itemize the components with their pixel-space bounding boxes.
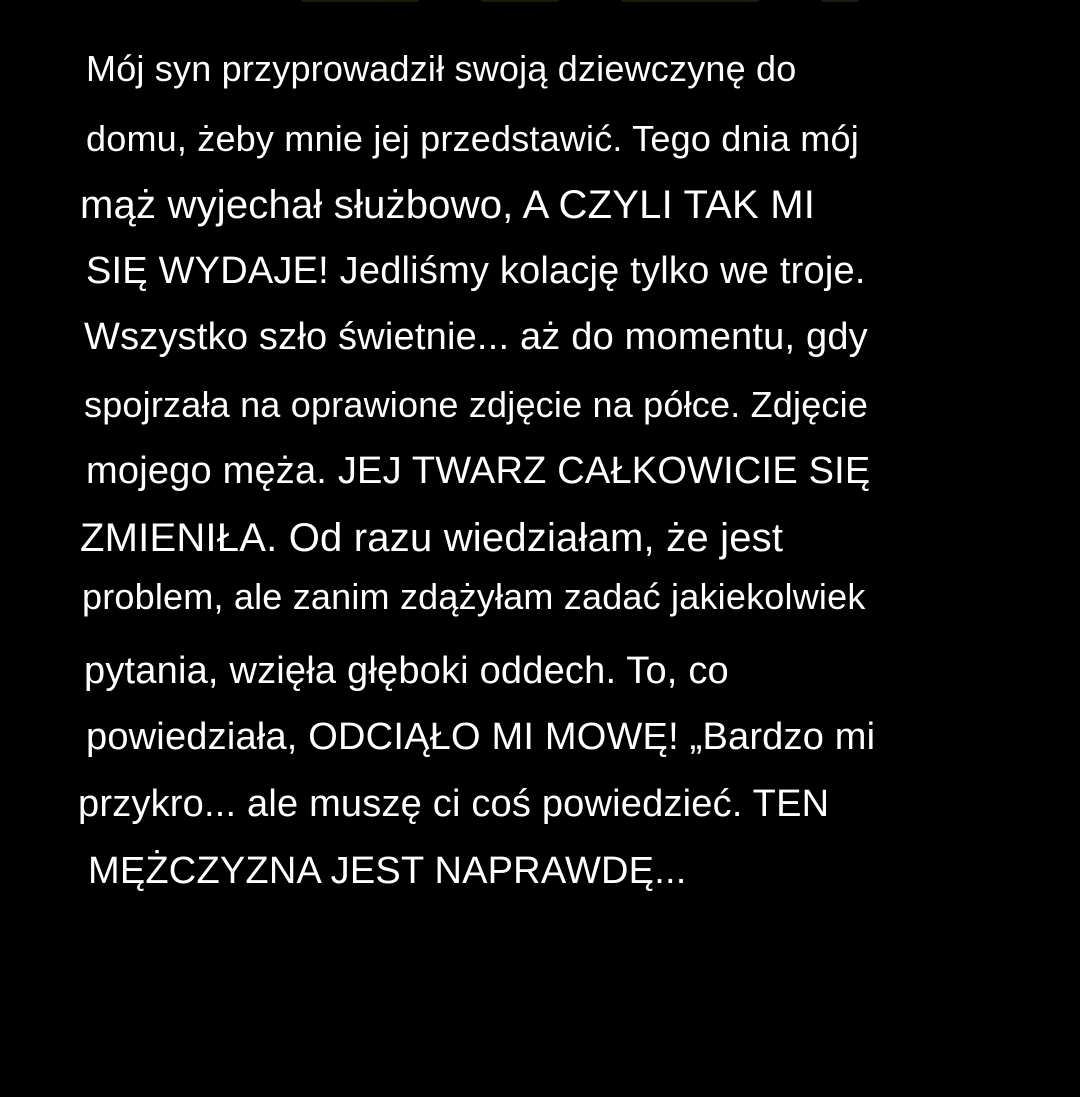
story-line: powiedziała, ODCIĄŁO MI MOWĘ! „Bardzo mi [86, 716, 876, 758]
story-line: przykro... ale muszę ci coś powiedzieć. TEN [78, 783, 830, 825]
story-line: ZMIENIŁA. Od razu wiedziałam, że jest [80, 516, 784, 560]
story-line: MĘŻCZYZNA JEST NAPRAWDĘ... [88, 850, 687, 892]
story-line: mojego męża. JEJ TWARZ CAŁKOWICIE SIĘ [86, 450, 871, 492]
story-line: SIĘ WYDAJE! Jedliśmy kolację tylko we troje. [86, 250, 866, 292]
story-line: Wszystko szło świetnie... aż do momentu, gdy [84, 316, 868, 358]
story-line: spojrzała na oprawione zdjęcie na półce. Zdjęcie [84, 384, 869, 425]
story-line: pytania, wzięła głęboki oddech. To, co [84, 650, 729, 692]
story-line: domu, żeby mnie jej przedstawić. Tego dnia mój [86, 118, 859, 159]
story-line: problem, ale zanim zdążyłam zadać jakiekolwiek [82, 576, 866, 617]
story-line: mąż wyjechał służbowo, A CZYLI TAK MI [80, 183, 816, 227]
story-line: Mój syn przyprowadził swoją dziewczynę do [86, 48, 797, 89]
